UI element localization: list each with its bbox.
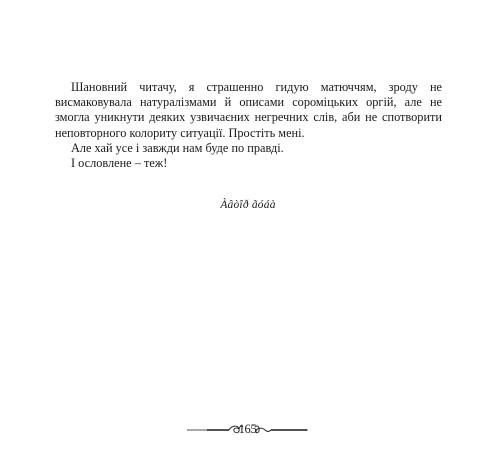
author-signature: Àâòîð ãóáà — [220, 199, 276, 211]
paragraph-apology: Шановний читачу, я страшенно гидую матюччям, зроду не висмаковувала натуралізмами й описами сороміцьких оргій, але не змогла уникнути деяких узвичаєних негречних слів, аби не спотворити неповторного колориту ситуації. Простіть мені. — [55, 80, 442, 140]
paragraph-truth: Але хай усе і завжди нам буде по правді. — [71, 140, 284, 155]
page-footer — [185, 420, 310, 440]
paragraph-spoken: І ословлене – теж! — [71, 156, 168, 171]
main-text — [55, 80, 442, 171]
page-number: 165 — [238, 422, 257, 436]
